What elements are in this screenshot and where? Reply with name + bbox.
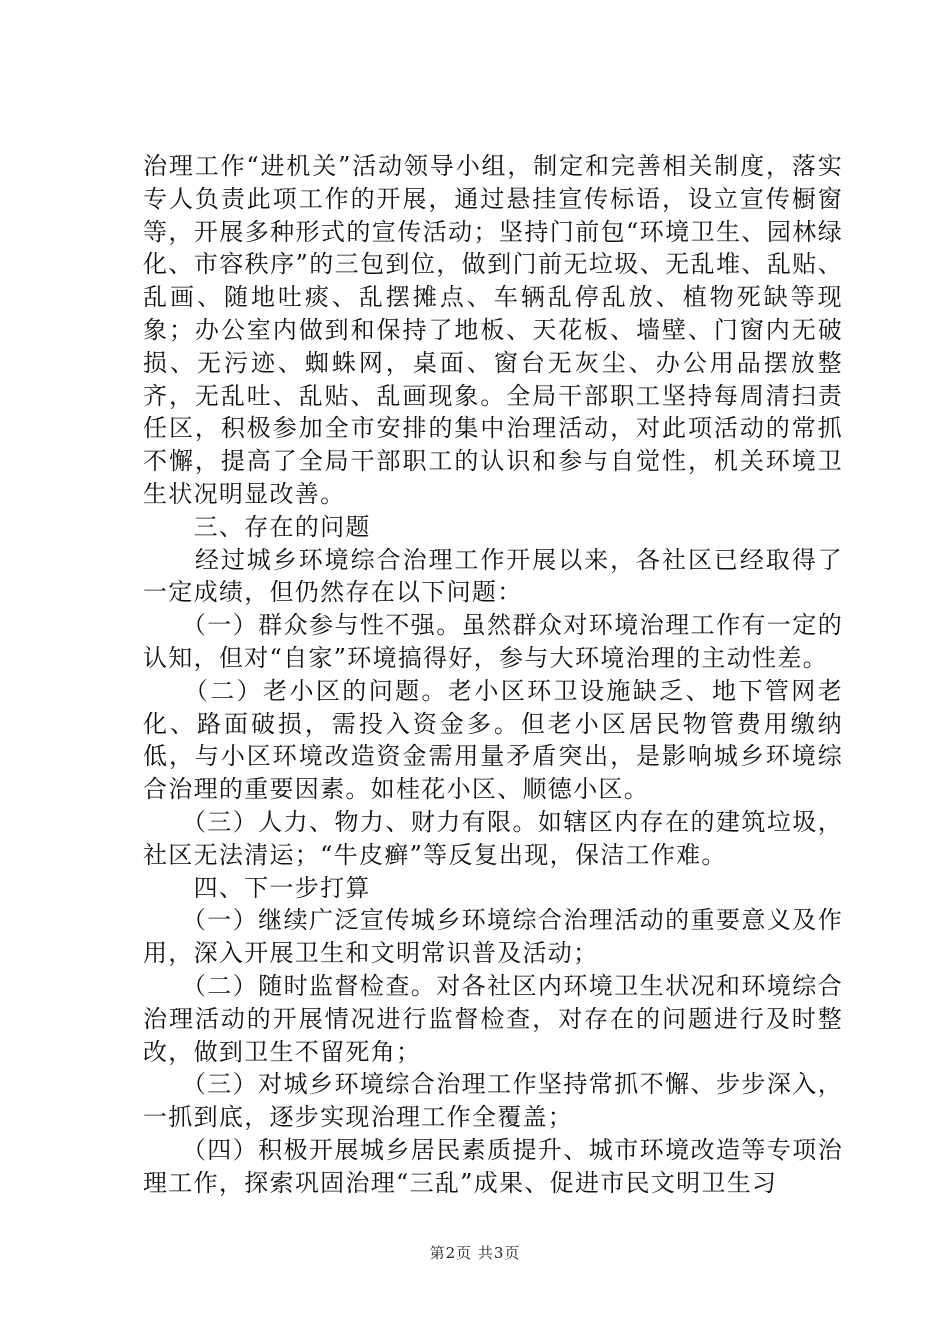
document-body (143, 150, 843, 1200)
paragraph-plan-4: （四）积极开展城乡居民素质提升、城市环境改造等专项治理工作，探索巩固治理“三乱”成果、促进市民文明卫生习 (143, 1135, 843, 1197)
section-heading-next-steps: 四、下一步打算 (143, 873, 371, 902)
section-heading-problems: 三、存在的问题 (143, 512, 371, 541)
paragraph-intro: 治理工作“进机关”活动领导小组，制定和完善相关制度，落实专人负责此项工作的开展，通过悬挂宣传标语，设立宣传橱窗等，开展多种形式的宣传活动；坚持门前包“环境卫生、园林绿化、市容秩序”的三包到位，做到门前无垃圾、无乱堆、乱贴、乱画、随地吐痰、乱摆摊点、车辆乱停乱放、植物死缺等现象；办公室内做到和保持了地板、天花板、墙壁、门窗内无破损、无污迹、蜘蛛网，桌面、窗台无灰尘、办公用品摆放整齐，无乱吐、乱贴、乱画现象。全局干部职工坚持每周清扫责任区，积极参加全市安排的集中治理活动，对此项活动的常抓不懈，提高了全局干部职工的认识和参与自觉性，机关环境卫生状况明显改善。 (143, 152, 843, 508)
paragraph-problems-intro: 经过城乡环境综合治理工作开展以来，各社区已经取得了一定成绩，但仍然存在以下问题： (143, 545, 843, 607)
paragraph-plan-3: （三）对城乡环境综合治理工作坚持常抓不懈、步步深入，一抓到底，逐步实现治理工作全覆盖； (143, 1070, 843, 1132)
page-number-footer: 第2页 共3页 (429, 1244, 521, 1262)
paragraph-problem-1: （一）群众参与性不强。虽然群众对环境治理工作有一定的认知，但对“自家”环境搞得好，参与大环境治理的主动性差。 (143, 611, 843, 672)
paragraph-plan-2: （二）随时监督检查。对各社区内环境卫生状况和环境综合治理活动的开展情况进行监督检查，对存在的问题进行及时整改，做到卫生不留死角； (143, 971, 843, 1066)
paragraph-problem-2: （二）老小区的问题。老小区环卫设施缺乏、地下管网老化、路面破损，需投入资金多。但老小区居民物管费用缴纳低，与小区环境改造资金需用量矛盾突出，是影响城乡环境综合治理的重要因素。如桂花小区、顺德小区。 (143, 676, 843, 804)
paragraph-plan-1: （一）继续广泛宣传城乡环境综合治理活动的重要意义及作用，深入开展卫生和文明常识普及活动； (143, 906, 843, 968)
paragraph-problem-3: （三）人力、物力、财力有限。如辖区内存在的建筑垃圾，社区无法清运；“牛皮癣”等反复出现，保洁工作难。 (143, 807, 843, 869)
